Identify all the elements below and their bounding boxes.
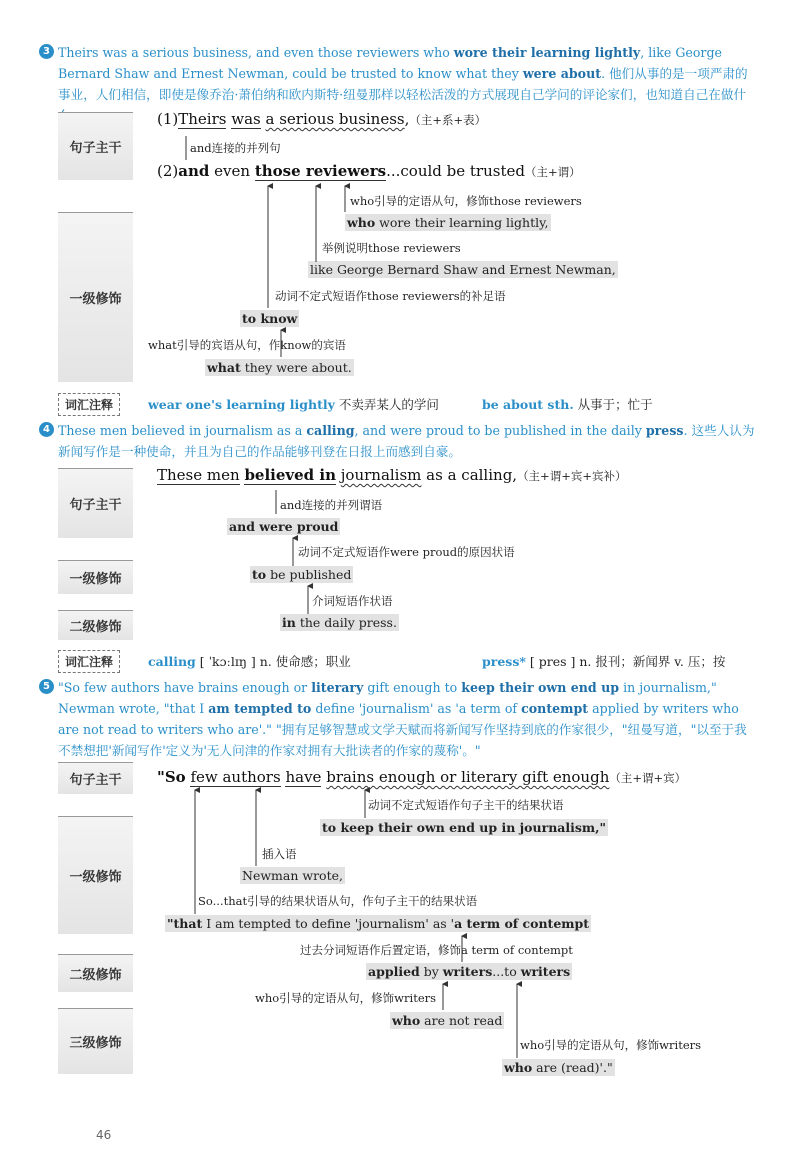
phrase-to-be-published: to be published — [252, 567, 352, 582]
annotation-result-infinitive: 动词不定式短语作句子主干的结果状语 — [368, 798, 564, 812]
label-main-clause-3: 句子主干 — [58, 112, 133, 180]
phrase-applied-by: applied by writers...to writers — [368, 964, 571, 979]
phrase-who-wore: who wore their learning lightly, — [347, 215, 549, 230]
phrase-to-keep: to keep their own end up in journalism," — [322, 820, 607, 835]
paragraph-4: 4 These men believed in journalism as a calling, and were proud to be published in the daily press. 这些人认为新闻写作是一种使命，并且为自己的作品能够刊登在日报上而感到自豪。 — [58, 420, 758, 462]
label-main-clause-5: 句子主干 — [58, 762, 133, 794]
label-level1-5: 一级修饰 — [58, 816, 133, 934]
page-number: 46 — [96, 1128, 112, 1142]
phrase-in-daily-press: in the daily press. — [282, 615, 397, 630]
label-level3-5: 三级修饰 — [58, 1008, 133, 1074]
main-clause-3-1: (1)Theirs was a serious business,（主+系+表） — [157, 110, 487, 128]
phrase-who-are-not-read: who are not read — [392, 1013, 503, 1028]
annotation-parenthesis: 插入语 — [262, 847, 297, 861]
annotation-past-participle: 过去分词短语作后置定语，修饰a term of contempt — [300, 943, 573, 957]
main-clause-4: These men believed in journalism as a calling,（主+谓+宾+宾补） — [157, 466, 627, 484]
annotation-so-that: So...that引导的结果状语从句，作句子主干的结果状语 — [198, 894, 478, 908]
annotation-and-predicate: and连接的并列谓语 — [280, 498, 383, 512]
annotation-who-writers-2: who引导的定语从句，修饰writers — [520, 1038, 702, 1052]
phrase-who-are-read: who are (read)'." — [504, 1060, 613, 1075]
sentence-number-4: 4 — [39, 422, 54, 437]
annotation-prep-phrase: 介词短语作状语 — [312, 594, 393, 608]
phrase-what-they: what they were about. — [207, 360, 352, 375]
label-level1-3: 一级修饰 — [58, 212, 133, 382]
vocab-item-learning: wear one's learning lightly 不卖弄某人的学问 — [148, 397, 439, 412]
phrase-that-i-am: "that I am tempted to define 'journalism' as 'a term of contempt — [167, 916, 590, 931]
vocab-label-4: 词汇注释 — [58, 650, 120, 673]
phrase-to-know: to know — [242, 311, 298, 326]
annotation-who-writers-1: who引导的定语从句，修饰writers — [255, 991, 437, 1005]
phrase-newman-wrote: Newman wrote, — [242, 868, 343, 883]
annotation-reason: 动词不定式短语作were proud的原因状语 — [298, 545, 515, 559]
annotation-who-clause: who引导的定语从句，修饰those reviewers — [350, 194, 582, 208]
main-clause-3-2: (2)and even those reviewers...could be trusted（主+谓） — [157, 162, 581, 180]
label-level2-4: 二级修饰 — [58, 610, 133, 640]
annotation-and: and连接的并列句 — [190, 141, 281, 155]
phrase-and-were-proud: and were proud — [229, 519, 339, 534]
label-level1-4: 一级修饰 — [58, 560, 133, 594]
annotation-what-clause: what引导的宾语从句，作know的宾语 — [148, 338, 346, 352]
annotation-example: 举例说明those reviewers — [322, 241, 461, 255]
label-level2-5: 二级修饰 — [58, 954, 133, 992]
sentence-number-3: 3 — [39, 44, 54, 59]
main-clause-5: "So few authors have brains enough or literary gift enough（主+谓+宾） — [157, 768, 687, 786]
vocab-item-about: be about sth. 从事于；忙于 — [482, 397, 653, 412]
phrase-like-shaw: like George Bernard Shaw and Ernest Newman, — [310, 262, 616, 277]
label-main-clause-4: 句子主干 — [58, 468, 133, 538]
vocab-label-3: 词汇注释 — [58, 393, 120, 416]
paragraph-3: 3 Theirs was a serious business, and even those reviewers who wore their learning lightly, like George Bernard Shaw and Ernest Newman, could be trusted to know what they were about. 他们从事的是一项严肃的事业，人们相信，即使是像乔治·萧伯纳和欧内斯特·纽曼那样以轻松活泼的方式展现自己学问的评论家们，也知道自己在做什 — [58, 42, 758, 126]
sentence-number-5: 5 — [39, 679, 54, 694]
paragraph-5: 5 "So few authors have brains enough or literary gift enough to keep their own end up in journalism," Newman wrote, "that I am tempted to define 'journalism' as 'a term of contempt applied by writers who are not read to writers who are'." "拥有足够智慧或文学天赋而将新闻写作坚持到底的作家很少，"纽曼写道，"以至于我不禁想把'新闻写作'定义为'无人问津的作家对拥有大批读者的作家的蔑称'。" — [58, 677, 758, 761]
vocab-item-calling: calling [ ˈkɔːlɪŋ ] n. 使命感；职业 — [148, 654, 351, 669]
annotation-infinitive: 动词不定式短语作those reviewers的补足语 — [275, 289, 506, 303]
vocab-item-press: press* [ pres ] n. 报刊；新闻界 v. 压；按 — [482, 654, 726, 669]
